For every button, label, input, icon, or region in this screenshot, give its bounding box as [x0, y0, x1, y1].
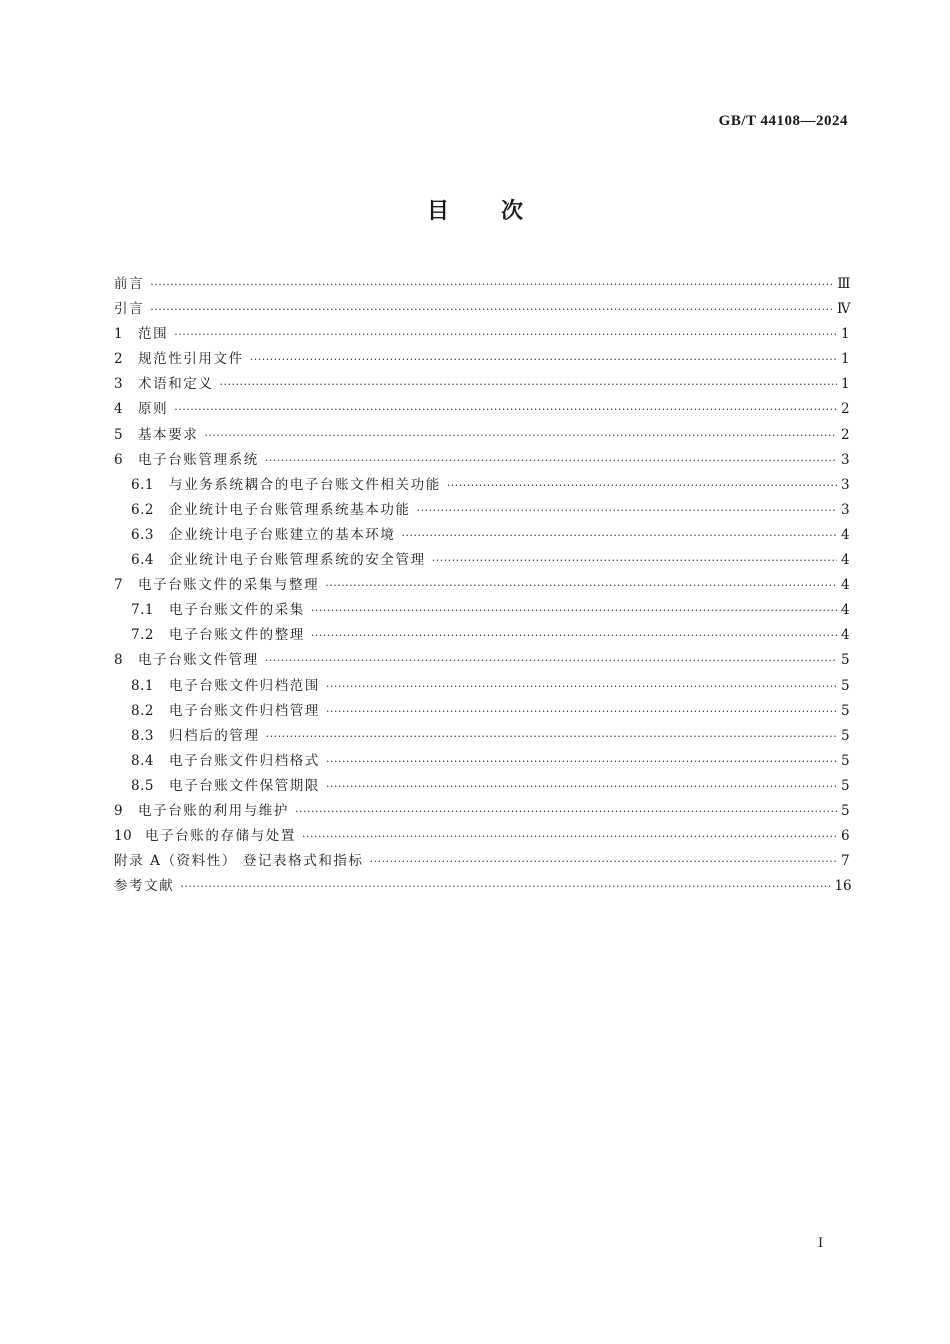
toc-entry-title: 参考文献 — [114, 878, 175, 895]
toc-entry-title: 电子台账管理系统 — [138, 451, 259, 468]
toc-entry[interactable] — [114, 448, 849, 473]
toc-entry-page-number: 4 — [841, 526, 850, 543]
toc-entry[interactable] — [114, 297, 849, 322]
dot-leader — [417, 498, 837, 523]
toc-entry-number: 1 — [114, 326, 124, 343]
toc-entry-number: 2 — [114, 351, 124, 368]
toc-entry-page-number: 7 — [841, 853, 850, 870]
toc-entry[interactable] — [114, 674, 849, 699]
toc-entry-title: 归档后的管理 — [169, 727, 260, 744]
toc-entry-page-number: 16 — [834, 878, 852, 895]
toc-entry-title: 电子台账文件保管期限 — [169, 777, 320, 794]
dot-leader — [174, 397, 837, 422]
toc-entry-page-number: 5 — [841, 702, 850, 719]
dot-leader — [311, 623, 837, 648]
toc-entry-number: 7.1 — [131, 602, 154, 619]
dot-leader — [432, 548, 837, 573]
dot-leader — [311, 598, 837, 623]
dot-leader — [326, 699, 837, 724]
toc-entry-title: 电子台账的存储与处置 — [145, 828, 296, 845]
dot-leader — [402, 523, 838, 548]
toc-entry-page-number: 1 — [841, 351, 850, 368]
toc-entry-number: 6.2 — [131, 501, 154, 518]
toc-entry-title: 原则 — [138, 401, 169, 418]
toc-entry-number: 8.1 — [131, 677, 154, 694]
toc-entry[interactable] — [114, 423, 849, 448]
toc-entry-page-number: 5 — [841, 802, 850, 819]
dot-leader — [447, 473, 837, 498]
dot-leader — [250, 347, 837, 372]
toc-entry-page-number: 5 — [841, 677, 850, 694]
toc-entry[interactable] — [114, 322, 849, 347]
toc-entry[interactable] — [114, 498, 849, 523]
dot-leader — [326, 674, 837, 699]
dot-leader — [265, 448, 837, 473]
table-of-contents — [114, 272, 852, 899]
toc-entry-number: 5 — [114, 426, 124, 443]
toc-entry-page-number: 5 — [841, 752, 850, 769]
toc-entry-title: 企业统计电子台账管理系统的安全管理 — [169, 552, 426, 569]
toc-entry-number: 8.2 — [131, 702, 154, 719]
toc-entry-number: 4 — [114, 401, 124, 418]
toc-entry-title: 电子台账文件的采集 — [169, 602, 305, 619]
dot-leader — [204, 423, 837, 448]
dot-leader — [370, 849, 837, 874]
dot-leader — [220, 372, 838, 397]
toc-entry-page-number: 4 — [841, 552, 850, 569]
toc-entry-title: 企业统计电子台账管理系统基本功能 — [169, 501, 411, 518]
toc-entry[interactable] — [114, 397, 849, 422]
toc-entry-number: 10 — [114, 828, 133, 845]
toc-entry-page-number: 6 — [841, 828, 850, 845]
toc-entry-title: 引言 — [114, 301, 145, 318]
toc-entry-page-number: 1 — [841, 326, 850, 343]
toc-entry[interactable] — [114, 272, 849, 297]
toc-entry-page-number: 5 — [841, 652, 850, 669]
toc-entry-page-number: Ⅳ — [836, 301, 851, 318]
dot-leader — [326, 749, 837, 774]
toc-entry-title: 电子台账文件归档格式 — [169, 752, 320, 769]
toc-entry-number: 8.5 — [131, 777, 154, 794]
page-title: 目次 — [426, 199, 575, 224]
dot-leader — [265, 648, 837, 673]
toc-entry[interactable] — [114, 347, 849, 372]
toc-entry-title: 电子台账文件归档范围 — [169, 677, 320, 694]
toc-entry[interactable] — [114, 548, 849, 573]
toc-entry-number: 6.3 — [131, 526, 154, 543]
toc-entry-title: 附录 A（资料性） 登记表格式和指标 — [114, 853, 364, 870]
standard-code: GB/T 44108—2024 — [718, 113, 848, 129]
toc-entry-title: 企业统计电子台账建立的基本环境 — [169, 526, 396, 543]
toc-entry-page-number: 3 — [841, 451, 850, 468]
toc-entry[interactable] — [114, 473, 849, 498]
toc-entry[interactable] — [114, 648, 849, 673]
toc-entry-page-number: 4 — [841, 602, 850, 619]
toc-entry-title: 规范性引用文件 — [138, 351, 244, 368]
dot-leader — [266, 724, 837, 749]
toc-entry-number: 7.2 — [131, 627, 154, 644]
toc-entry-page-number: 5 — [841, 727, 850, 744]
dot-leader — [150, 297, 833, 322]
toc-entry-title: 电子台账文件管理 — [138, 652, 259, 669]
toc-entry[interactable] — [114, 724, 849, 749]
toc-entry-title: 前言 — [114, 276, 145, 292]
toc-entry-page-number: 2 — [841, 426, 850, 443]
toc-entry-title: 电子台账文件的整理 — [169, 627, 305, 644]
dot-leader — [326, 774, 837, 799]
toc-entry-page-number: 4 — [841, 627, 850, 644]
toc-entry-page-number: Ⅲ — [837, 276, 851, 292]
toc-entry[interactable] — [114, 799, 849, 824]
toc-entry[interactable] — [114, 874, 852, 899]
toc-entry-number: 7 — [114, 577, 124, 594]
page-folio: Ⅰ — [818, 1236, 824, 1251]
toc-entry-number: 6.4 — [131, 552, 154, 569]
toc-entry-page-number: 4 — [841, 577, 850, 594]
toc-entry-title: 电子台账的利用与维护 — [138, 802, 289, 819]
toc-entry[interactable] — [114, 774, 849, 799]
toc-entry-page-number: 1 — [841, 376, 850, 393]
toc-entry-number: 8 — [114, 652, 124, 669]
toc-entry-page-number: 2 — [841, 401, 850, 418]
toc-entry-number: 6.1 — [131, 476, 154, 493]
toc-entry[interactable] — [114, 849, 849, 874]
dot-leader — [295, 799, 837, 824]
dot-leader — [150, 272, 833, 297]
dot-leader — [180, 874, 830, 899]
toc-entry-title: 电子台账文件的采集与整理 — [138, 577, 320, 594]
toc-entry[interactable] — [114, 699, 849, 724]
toc-entry-title: 术语和定义 — [138, 376, 214, 393]
toc-entry[interactable] — [114, 824, 849, 849]
toc-entry[interactable] — [114, 573, 849, 598]
toc-entry-page-number: 3 — [841, 501, 850, 518]
toc-entry-page-number: 5 — [841, 777, 850, 794]
toc-entry-number: 9 — [114, 802, 124, 819]
toc-entry[interactable] — [114, 749, 849, 774]
dot-leader — [174, 322, 837, 347]
toc-entry-number: 8.4 — [131, 752, 154, 769]
toc-entry[interactable] — [114, 598, 849, 623]
toc-entry-number: 8.3 — [131, 727, 154, 744]
toc-entry[interactable] — [114, 623, 849, 648]
toc-entry-number: 3 — [114, 376, 124, 393]
toc-entry-number: 6 — [114, 451, 124, 468]
toc-entry-title: 范围 — [138, 326, 169, 343]
toc-entry-title: 基本要求 — [138, 426, 199, 443]
toc-entry-title: 与业务系统耦合的电子台账文件相关功能 — [169, 476, 441, 493]
dot-leader — [302, 824, 837, 849]
toc-entry-title: 电子台账文件归档管理 — [169, 702, 320, 719]
dot-leader — [325, 573, 837, 598]
toc-entry[interactable] — [114, 523, 849, 548]
toc-entry-page-number: 3 — [841, 476, 850, 493]
toc-entry[interactable] — [114, 372, 849, 397]
